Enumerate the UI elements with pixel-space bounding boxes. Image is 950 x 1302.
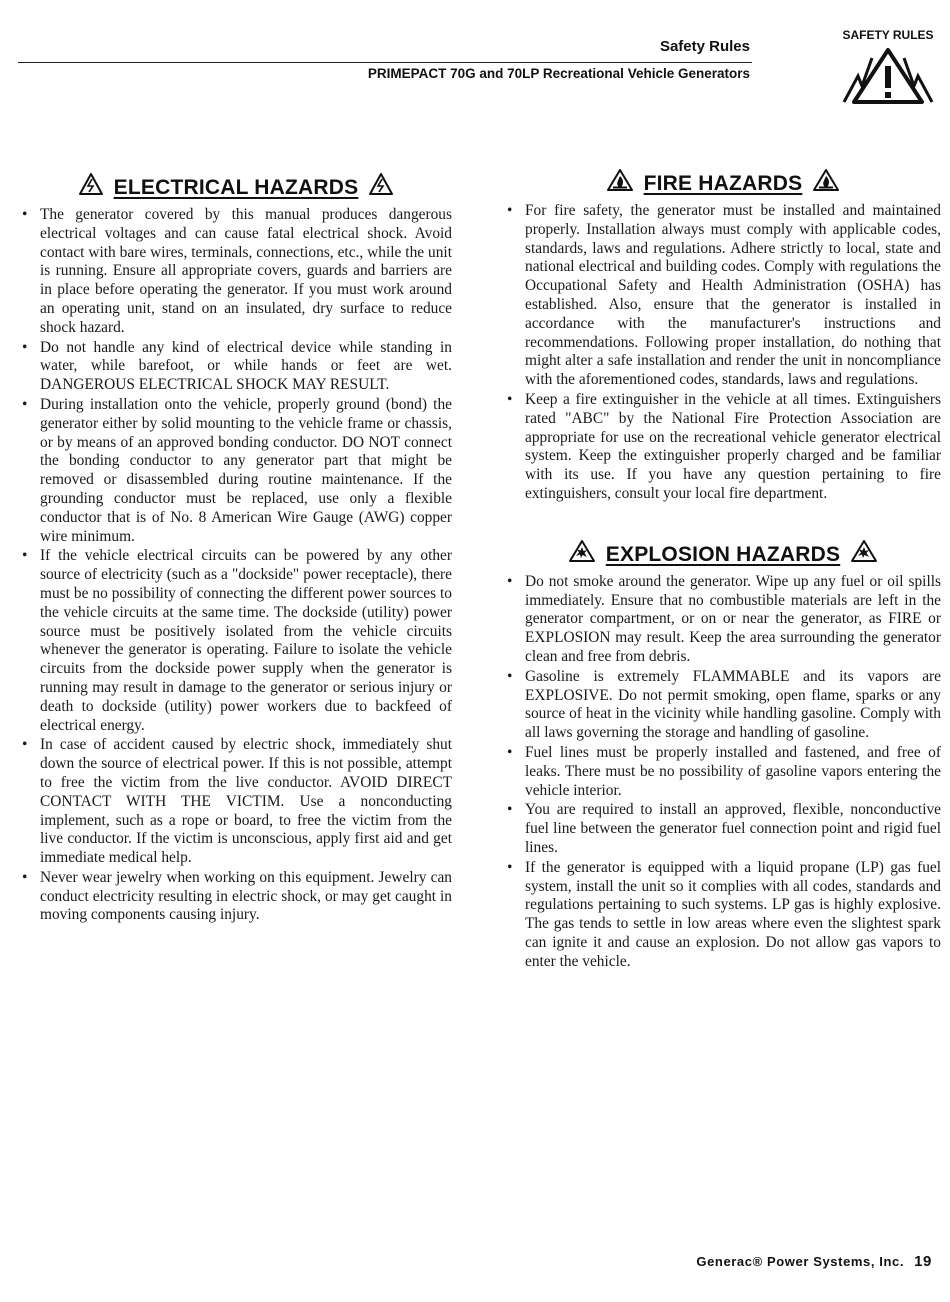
safety-rules-badge xyxy=(838,28,938,108)
header-rule xyxy=(18,62,752,63)
explosion-hazards-heading xyxy=(505,525,941,567)
electrical-hazard-icon xyxy=(78,172,104,196)
fire-hazards-title: FIRE HAZARDS xyxy=(643,172,803,195)
list-item: • During installation onto the vehicle, properly ground (bond) the generator either by solid mounting to the vehicle frame or chassis, or by means of an approved bonding conductor. DO NOT connect the bonding conductor to any generator part that might be removed or disassembled during routine maintenance. If the grounding conductor must be replaced, use only a flexible conductor that is of No. 8 American Wire Gauge (AWG) copper wire minimum. xyxy=(20,396,452,546)
list-item: • For fire safety, the generator must be installed and maintained properly. Installation always must comply with applicable codes, standards, laws and regulations. Adhere strictly to local, state and national electrical and building codes. Comply with regulations the Occupational Safety and Health Administration (OSHA) has established. Also, ensure that the generator is installed in accordance with the manufacturer's instructions and recommendations. Following proper installation, do nothing that might alter a safe installation and render the unit in noncompliance with the aforementioned codes, standards, laws and regulations. xyxy=(505,202,941,390)
page-footer xyxy=(696,1253,932,1270)
fire-hazards-heading xyxy=(505,154,941,196)
list-item: • You are required to install an approved, flexible, nonconductive fuel line between the generator fuel connection point and rigid fuel lines. xyxy=(505,801,941,857)
section-spacer xyxy=(505,505,941,525)
electrical-hazards-list xyxy=(20,206,452,925)
electrical-hazards-title: ELECTRICAL HAZARDS xyxy=(113,176,359,199)
explosion-hazards-list xyxy=(505,573,941,972)
explosion-hazards-title: EXPLOSION HAZARDS xyxy=(605,542,841,566)
list-item: • In case of accident caused by electric shock, immediately shut down the source of electrical power. If this is not possible, attempt to free the victim from the live conductor. AVOID DIRECT CONTACT WITH THE VICTIM. Use a nonconducting implement, such as a rope or board, to free the victim from the live conductor. If the victim is unconscious, apply first aid and get immediate medical help. xyxy=(20,736,452,868)
electrical-hazards-heading xyxy=(20,158,452,200)
document-subtitle: PRIMEPACT 70G and 70LP Recreational Vehicle Generators xyxy=(367,66,750,81)
badge-label: SAFETY RULES xyxy=(842,28,934,42)
list-item: • Do not smoke around the generator. Wipe up any fuel or oil spills immediately. Ensure that no combustible materials are left in the generator compartment, or on or near the generator, as FIRE or EXPLOSION may result. Keep the area surrounding the generator clean and free from debris. xyxy=(505,573,941,667)
list-item: • If the generator is equipped with a liquid propane (LP) gas fuel system, install the unit so it complies with all codes, standards and regulations pertaining to such systems. LP gas is highly explosive. The gas tends to settle in low areas where even the slightest spark can ignite it and cause an explosion. Do not allow gas vapors to enter the vehicle. xyxy=(505,859,941,972)
explosion-hazard-icon xyxy=(850,539,878,563)
right-column xyxy=(505,154,941,972)
list-item: • Gasoline is extremely FLAMMABLE and its vapors are EXPLOSIVE. Do not permit smoking, open flame, sparks or any source of heat in the vicinity while handling gasoline. Comply with all laws governing the storage and handling of gasoline. xyxy=(505,668,941,743)
fire-hazard-icon xyxy=(606,168,634,192)
footer-company: Generac® Power Systems, Inc. xyxy=(696,1254,905,1269)
section-title: Safety Rules xyxy=(659,38,750,55)
fire-hazard-icon xyxy=(812,168,840,192)
high-voltage-warning-icon xyxy=(840,46,936,106)
electrical-hazard-icon xyxy=(368,172,394,196)
page-number: 19 xyxy=(914,1253,932,1270)
electrical-hazards-section xyxy=(20,158,452,926)
list-item: • Fuel lines must be properly installed and fastened, and free of leaks. There must be no possibility of gasoline vapors entering the vehicle interior. xyxy=(505,744,941,800)
list-item: • If the vehicle electrical circuits can be powered by any other source of electricity (such as a "dockside" power receptacle), there must be no possibility of connecting the different power sources to the vehicle circuits at the same time. The dockside (utility) power source must be positively isolated from the vehicle circuits whenever the generator is operating. Failure to isolate the vehicle circuits from the dockside power supply when the generator is running may result in damage to the generator or serious injury or death to dockside (utility) power workers due to backfeed of electrical energy. xyxy=(20,547,452,735)
list-item: • Do not handle any kind of electrical device while standing in water, while barefoot, or while hands or feet are wet. DANGEROUS ELECTRICAL SHOCK MAY RESULT. xyxy=(20,339,452,395)
list-item: • The generator covered by this manual produces dangerous electrical voltages and can cause fatal electrical shock. Avoid contact with bare wires, terminals, connections, etc., while the unit is running. Ensure all appropriate covers, guards and barriers are in place before operating the generator. If you must work around an operating unit, stand on an insulated, dry surface to reduce shock hazard. xyxy=(20,206,452,338)
fire-hazards-list xyxy=(505,202,941,504)
explosion-hazard-icon xyxy=(568,539,596,563)
list-item: • Keep a fire extinguisher in the vehicle at all times. Extinguishers rated "ABC" by the National Fire Protection Association are appropriate for use on the recreational vehicle generator electrical system. Keep the extinguisher properly charged and be familiar with its use. If you have any question pertaining to fire extinguishers, consult your local fire department. xyxy=(505,391,941,504)
list-item: • Never wear jewelry when working on this equipment. Jewelry can conduct electricity resulting in electric shock, or may get caught in moving components causing injury. xyxy=(20,869,452,925)
